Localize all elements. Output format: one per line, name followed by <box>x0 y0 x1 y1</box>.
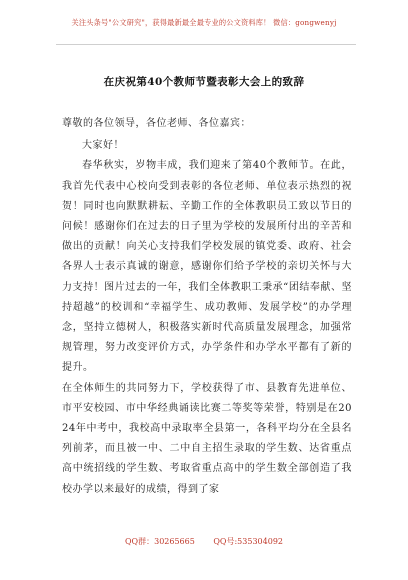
body-paragraph-2: 在全体师生的共同努力下，学校获得了市、县教育先进单位、市平安校园、市中华经典诵读比赛二等奖等荣誉，特别是在2024年中考中，我校高中录取率全县第一，各科平均分在全县名列前茅，而且被一中、二中自主招生录取的学生数、达省重点高中统招线的学生数、考取省重点高中的学生数全部创造了我校办学以来最好的成绩，得到了家 <box>62 382 352 495</box>
footer-contacts <box>0 536 408 547</box>
body-paragraph-1: 春华秋实，岁物丰成，我们迎来了第40个教师节。在此，我首先代表中心校向受到表彰的各位老师、单位表示热烈的祝贺！同时也向默默耕耘、辛勤工作的全体教职员工致以节日的问候！感谢你们在过去的日子里为学校的发展所付出的辛苦和做出的贡献！向关心支持我们学校发展的镇党委、政府、社会各界人士表示真诚的谢意，感谢你们给予学校的亲切关怀与大力支持！图片过去的一年，我们全体教职工秉承“团结奉献、坚持超越”的校训和“幸福学生、成功教师、发展学校”的办学理念，坚持立德树人，积极落实新时代高质量发展理念，加强常规管理，努力改变评价方式，办学条件和办学水平都有了新的提升。 <box>62 160 352 374</box>
salutation: 尊敬的各位领导，各位老师、各位嘉宾： <box>62 118 251 129</box>
qq-group-text: QQ群：30265665 <box>124 537 195 546</box>
header-divider <box>56 44 356 45</box>
greeting: 大家好！ <box>82 140 124 152</box>
header-note: 关注头条号"公文研究"，获得最新最全最专业的公文资料库！ 微信：gongwenyj <box>71 18 337 27</box>
document-title: 在庆祝第40个教师节暨表彰大会上的致辞 <box>103 76 305 88</box>
document-body <box>62 114 352 500</box>
qq-number-text: QQ号:535304092 <box>213 537 283 546</box>
